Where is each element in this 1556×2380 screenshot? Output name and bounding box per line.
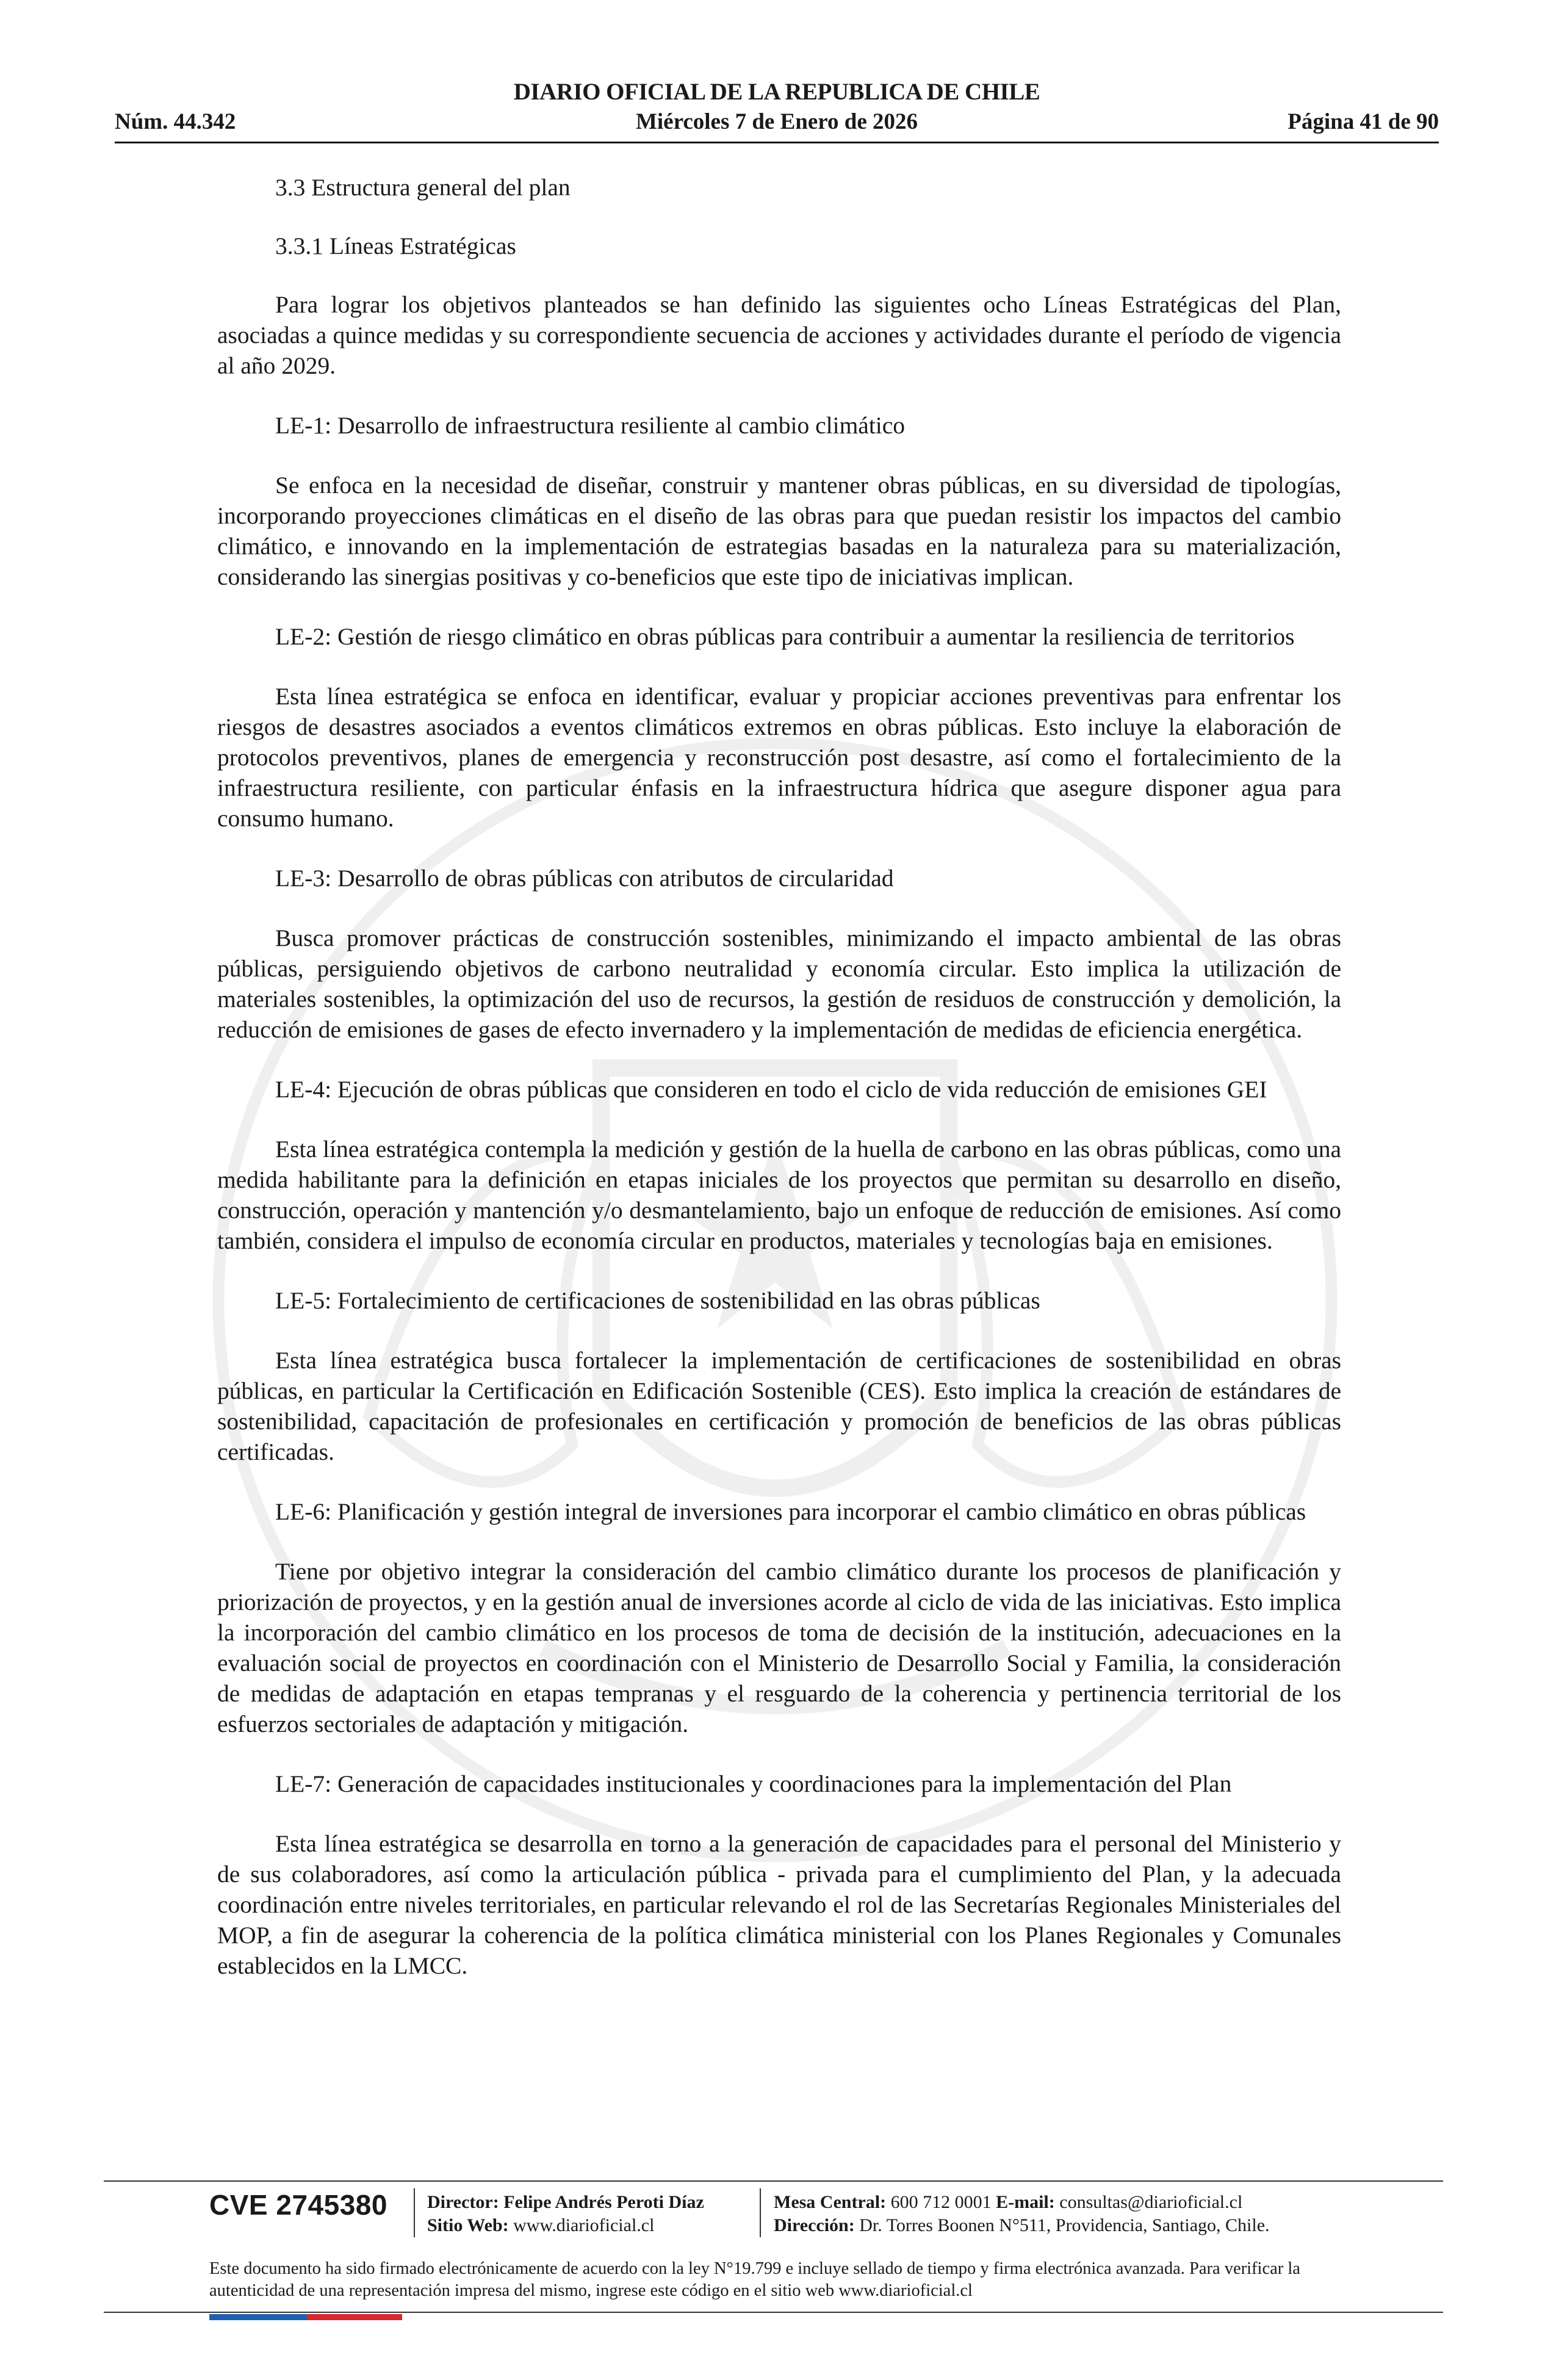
document-body	[217, 172, 1341, 1981]
publication-title: DIARIO OFICIAL DE LA REPUBLICA DE CHILE	[513, 79, 1040, 105]
intro-paragraph: Para lograr los objetivos planteados se han definido las siguientes ocho Líneas Estratégicas del Plan, asociadas a quince medidas y su correspondiente secuencia de acciones y actividades durante el período de vigencia al año 2029.	[217, 291, 1341, 379]
subsection-heading: 3.3.1 Líneas Estratégicas	[275, 233, 516, 259]
strategic-line-text: Busca promover prácticas de construcción sostenibles, minimizando el impacto ambiental de las obras públicas, persiguiendo objetivos de carbono neutralidad y economía circular. Esto implica la utilización de materiales sostenibles, la optimización del uso de recursos, la gestión de residuos de construcción y demolición, la reducción de emisiones de gases de efecto invernadero y la implementación de medidas de eficiencia energética.	[217, 925, 1341, 1043]
legal-notice: Este documento ha sido firmado electrónicamente de acuerdo con la ley N°19.799 e incluye sellado de tiempo y firma electrónica avanzada. Para verificar la autenticidad de una representación impresa del mismo, ingrese este código en el sitio web www.diarioficial.cl	[209, 2259, 1300, 2300]
strategic-line-title: LE-3: Desarrollo de obras públicas con atributos de circularidad	[275, 865, 894, 892]
address-label: Dirección:	[774, 2215, 855, 2235]
section-heading: 3.3 Estructura general del plan	[275, 174, 571, 201]
strategic-line-title: LE-7: Generación de capacidades institucionales y coordinaciones para la implementación del Plan	[275, 1770, 1232, 1797]
footer-director-block	[427, 2191, 704, 2237]
address-value: Dr. Torres Boonen N°511, Providencia, Santiago, Chile.	[859, 2215, 1270, 2235]
website-link[interactable]: www.diarioficial.cl	[513, 2215, 655, 2235]
flag-stripe-blue	[209, 2314, 307, 2320]
footer-divider-top	[104, 2180, 1443, 2182]
strategic-line-text: Esta línea estratégica se desarrolla en torno a la generación de capacidades para el personal del Ministerio y de sus colaboradores, así como la articulación pública - privada para el cumplimiento del Plan, y la adecuada coordinación entre niveles territoriales, en particular relevando el rol de las Secretarías Regionales Ministeriales del MOP, a fin de asegurar la coherencia de la política climática ministerial con los Planes Regionales y Comunales establecidos en la LMCC.	[217, 1830, 1341, 1979]
strategic-line-title: LE-2: Gestión de riesgo climático en obras públicas para contribuir a aumentar la resiliencia de territorios	[275, 623, 1295, 650]
header-divider	[115, 142, 1439, 143]
strategic-line-title: LE-6: Planificación y gestión integral de inversiones para incorporar el cambio climático en obras públicas	[275, 1498, 1306, 1525]
mesa-central-label: Mesa Central:	[774, 2192, 887, 2212]
strategic-line-title: LE-1: Desarrollo de infraestructura resiliente al cambio climático	[275, 412, 906, 439]
email-label: E-mail:	[996, 2192, 1055, 2212]
footer-contact-block	[774, 2191, 1270, 2237]
strategic-line-text: Tiene por objetivo integrar la consideración del cambio climático durante los procesos de planificación y priorización de proyectos, y en la gestión anual de inversiones acorde al ciclo de vida de las iniciativas. Esto implica la incorporación del cambio climático en los procesos de toma de decisión de la institución, adecuaciones en la evaluación social de proyectos en coordinación con el Ministerio de Desarrollo Social y Familia, la consideración de medidas de adaptación en etapas tempranas y el resguardo de la coherencia y pertinencia territorial de los esfuerzos sectoriales de adaptación y mitigación.	[217, 1558, 1341, 1737]
strategic-line-text: Esta línea estratégica se enfoca en identificar, evaluar y propiciar acciones preventivas para enfrentar los riesgos de desastres asociados a eventos climáticos extremos en obras públicas. Esto incluye la elaboración de protocolos preventivos, planes de emergencia y reconstrucción post desastre, así como el fortalecimiento de la infraestructura resiliente, con particular énfasis en la infraestructura hídrica que asegure disponer agua para consumo humano.	[217, 683, 1341, 832]
director-label: Director:	[427, 2192, 499, 2212]
website-label: Sitio Web:	[427, 2215, 509, 2235]
strategic-line-text: Esta línea estratégica contempla la medición y gestión de la huella de carbono en las obras públicas, como una medida habilitante para la definición en etapas iniciales de los proyectos que permitan su desarrollo en diseño, construcción, operación y mantención y/o desmantelamiento, bajo un enfoque de reducción de emisiones. Así como también, considera el impulso de economía circular en productos, materiales y tecnologías baja en emisiones.	[217, 1136, 1341, 1254]
publication-date: Miércoles 7 de Enero de 2026	[635, 109, 918, 134]
strategic-line-title: LE-5: Fortalecimiento de certificaciones de sostenibilidad en las obras públicas	[275, 1287, 1040, 1314]
strategic-line-title: LE-4: Ejecución de obras públicas que consideren en todo el ciclo de vida reducción de emisiones GEI	[275, 1076, 1267, 1103]
footer-divider-bottom	[104, 2312, 1443, 2313]
cve-code: CVE 2745380	[209, 2189, 387, 2221]
footer-separator	[760, 2188, 761, 2237]
issue-number: Núm. 44.342	[115, 109, 236, 134]
mesa-central-phone: 600 712 0001	[890, 2192, 992, 2212]
footer-separator	[414, 2188, 415, 2237]
strategic-line-text: Esta línea estratégica busca fortalecer la implementación de certificaciones de sostenibilidad en obras públicas, en particular la Certificación en Edificación Sostenible (CES). Esto implica la creación de estándares de sostenibilidad, capacitación de profesionales en certificación y promoción de beneficios de las obras públicas certificadas.	[217, 1347, 1341, 1465]
page-number: Página 41 de 90	[1288, 109, 1439, 134]
page-header	[115, 78, 1439, 146]
strategic-line-text: Se enfoca en la necesidad de diseñar, construir y mantener obras públicas, en su diversidad de tipologías, incorporando proyecciones climáticas en el diseño de las obras para que puedan resistir los impactos del cambio climático, e innovando en la implementación de estrategias basadas en la naturaleza para su materialización, considerando las sinergias positivas y co-beneficios que este tipo de iniciativas implican.	[217, 472, 1341, 590]
email-link[interactable]: consultas@diarioficial.cl	[1059, 2192, 1243, 2212]
director-name: Felipe Andrés Peroti Díaz	[503, 2192, 704, 2212]
flag-stripe-red	[307, 2314, 402, 2320]
